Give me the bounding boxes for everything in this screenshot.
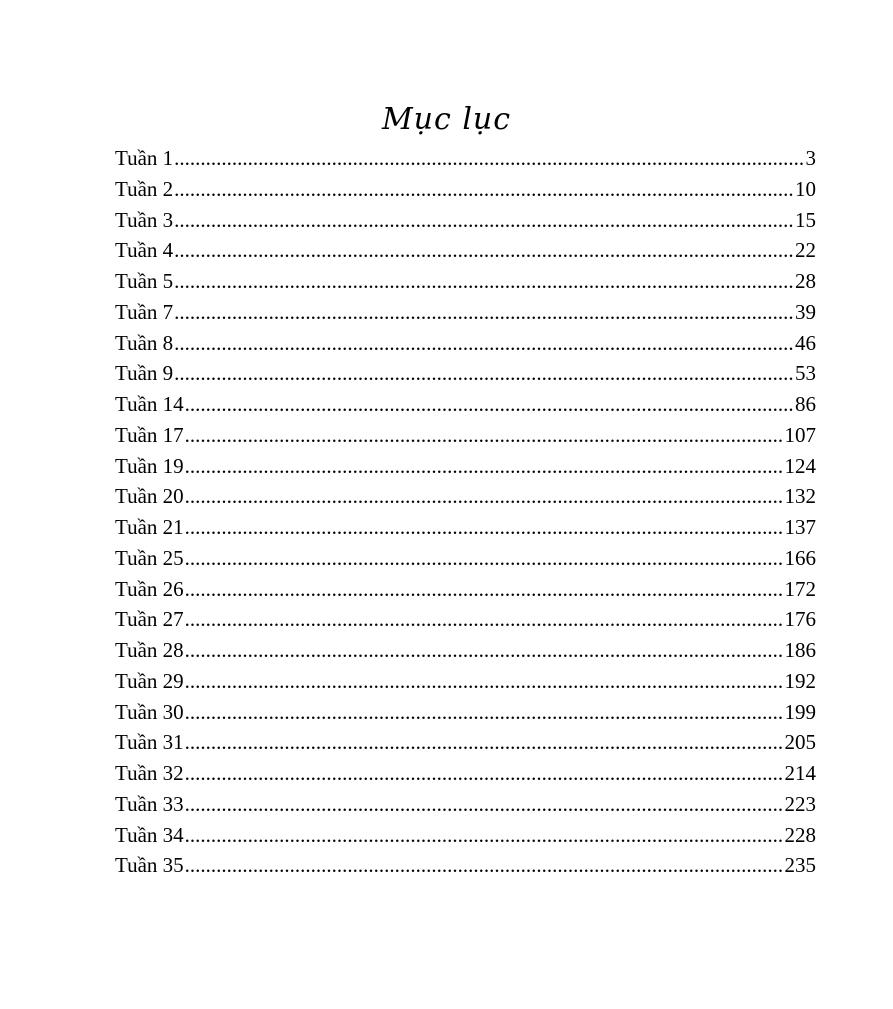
toc-dot-leader <box>185 850 784 880</box>
toc-entry[interactable] <box>115 328 816 359</box>
toc-entry[interactable] <box>115 266 816 297</box>
toc-entry-page-number: 3 <box>805 146 816 170</box>
toc-entry-page-number: 214 <box>784 761 816 785</box>
toc-entry-page-number: 205 <box>784 730 816 755</box>
toc-entry-label: Tuần 34 <box>115 822 184 847</box>
toc-entry[interactable] <box>115 604 816 635</box>
toc-entry[interactable] <box>115 635 816 666</box>
toc-dot-leader <box>185 420 784 450</box>
toc-dot-leader <box>185 789 784 819</box>
toc-entry-page-number: 166 <box>784 545 816 570</box>
toc-dot-leader <box>185 697 784 727</box>
toc-entry[interactable] <box>115 174 816 205</box>
toc-dot-leader <box>174 174 794 204</box>
toc-entry-page-number: 223 <box>784 791 816 816</box>
toc-entry-label: Tuần 25 <box>115 545 184 570</box>
toc-entry[interactable] <box>115 820 816 851</box>
toc-entry-label: Tuần 33 <box>115 791 184 816</box>
toc-entry[interactable] <box>115 297 816 328</box>
toc-entry-label: Tuần 30 <box>115 699 184 724</box>
toc-dot-leader <box>174 143 804 173</box>
toc-entry[interactable] <box>115 451 816 482</box>
toc-entry-page-number: 107 <box>784 422 816 447</box>
toc-entry[interactable] <box>115 789 816 820</box>
toc-dot-leader <box>185 543 784 573</box>
toc-entry-label: Tuần 2 <box>115 176 174 201</box>
toc-entry[interactable] <box>115 358 816 389</box>
toc-dot-leader <box>185 727 784 757</box>
toc-dot-leader <box>185 635 784 665</box>
toc-title: Mục lục <box>381 102 512 137</box>
toc-entry[interactable] <box>115 666 816 697</box>
toc-entry-label: Tuần 35 <box>115 853 184 878</box>
toc-dot-leader <box>185 604 784 634</box>
toc-entry-label: Tuần 14 <box>115 392 184 416</box>
toc-entry-page-number: 137 <box>784 515 816 539</box>
toc-entry-page-number: 235 <box>784 853 816 878</box>
toc-entry-page-number: 15 <box>795 207 816 232</box>
toc-entry-label: Tuần 1 <box>115 146 174 170</box>
toc-entry-page-number: 28 <box>795 269 816 293</box>
toc-entry-label: Tuần 7 <box>115 299 174 324</box>
toc-entry[interactable] <box>115 420 816 451</box>
toc-dot-leader <box>185 820 784 850</box>
toc-entry-label: Tuần 29 <box>115 668 184 693</box>
toc-entry-label: Tuần 21 <box>115 515 184 539</box>
toc-dot-leader <box>185 481 784 511</box>
toc-entry-page-number: 132 <box>784 484 816 509</box>
toc-entry[interactable] <box>115 143 816 174</box>
toc-entry-label: Tuần 26 <box>115 576 184 601</box>
toc-entry-page-number: 192 <box>784 668 816 693</box>
toc-entry[interactable] <box>115 512 816 543</box>
toc-entry-label: Tuần 4 <box>115 238 174 263</box>
toc-entry[interactable] <box>115 235 816 266</box>
toc-entry-page-number: 186 <box>784 638 816 662</box>
toc-entry-page-number: 172 <box>784 576 816 601</box>
toc-entry[interactable] <box>115 481 816 512</box>
toc-dot-leader <box>185 758 784 788</box>
toc-dot-leader <box>174 205 794 235</box>
toc-entry[interactable] <box>115 850 816 881</box>
toc-entry-label: Tuần 19 <box>115 453 184 478</box>
toc-dot-leader <box>174 328 794 358</box>
toc-entry-label: Tuần 20 <box>115 484 184 509</box>
toc-entry-page-number: 199 <box>784 699 816 724</box>
toc-entry-label: Tuần 3 <box>115 207 174 232</box>
toc-entry-label: Tuần 28 <box>115 638 184 662</box>
toc-entry-page-number: 10 <box>795 176 816 201</box>
toc-entry-page-number: 22 <box>795 238 816 263</box>
toc-entry-page-number: 39 <box>795 299 816 324</box>
toc-entry-label: Tuần 9 <box>115 361 174 386</box>
toc-entry[interactable] <box>115 543 816 574</box>
toc-dot-leader <box>185 666 784 696</box>
toc-dot-leader <box>174 266 794 296</box>
toc-entry-label: Tuần 5 <box>115 269 174 293</box>
toc-dot-leader <box>185 512 784 542</box>
toc-entry[interactable] <box>115 389 816 420</box>
toc-dot-leader <box>185 451 784 481</box>
toc-entry-label: Tuần 32 <box>115 761 184 785</box>
toc-entry-page-number: 228 <box>784 822 816 847</box>
toc-dot-leader <box>174 297 794 327</box>
toc-dot-leader <box>185 389 794 419</box>
toc-entry-page-number: 53 <box>795 361 816 386</box>
toc-dot-leader <box>185 574 784 604</box>
toc-entry-label: Tuần 31 <box>115 730 184 755</box>
toc-entry-page-number: 176 <box>784 607 816 632</box>
toc-entry[interactable] <box>115 758 816 789</box>
toc-dot-leader <box>174 235 794 265</box>
toc-entry-label: Tuần 8 <box>115 330 174 355</box>
toc-list <box>115 143 816 881</box>
toc-entry[interactable] <box>115 574 816 605</box>
toc-entry-page-number: 46 <box>795 330 816 355</box>
toc-entry-label: Tuần 17 <box>115 422 184 447</box>
toc-entry-page-number: 124 <box>784 453 816 478</box>
toc-dot-leader <box>174 358 794 388</box>
toc-entry-label: Tuần 27 <box>115 607 184 632</box>
toc-entry-page-number: 86 <box>795 392 816 416</box>
toc-entry[interactable] <box>115 727 816 758</box>
toc-entry[interactable] <box>115 697 816 728</box>
toc-entry[interactable] <box>115 205 816 236</box>
